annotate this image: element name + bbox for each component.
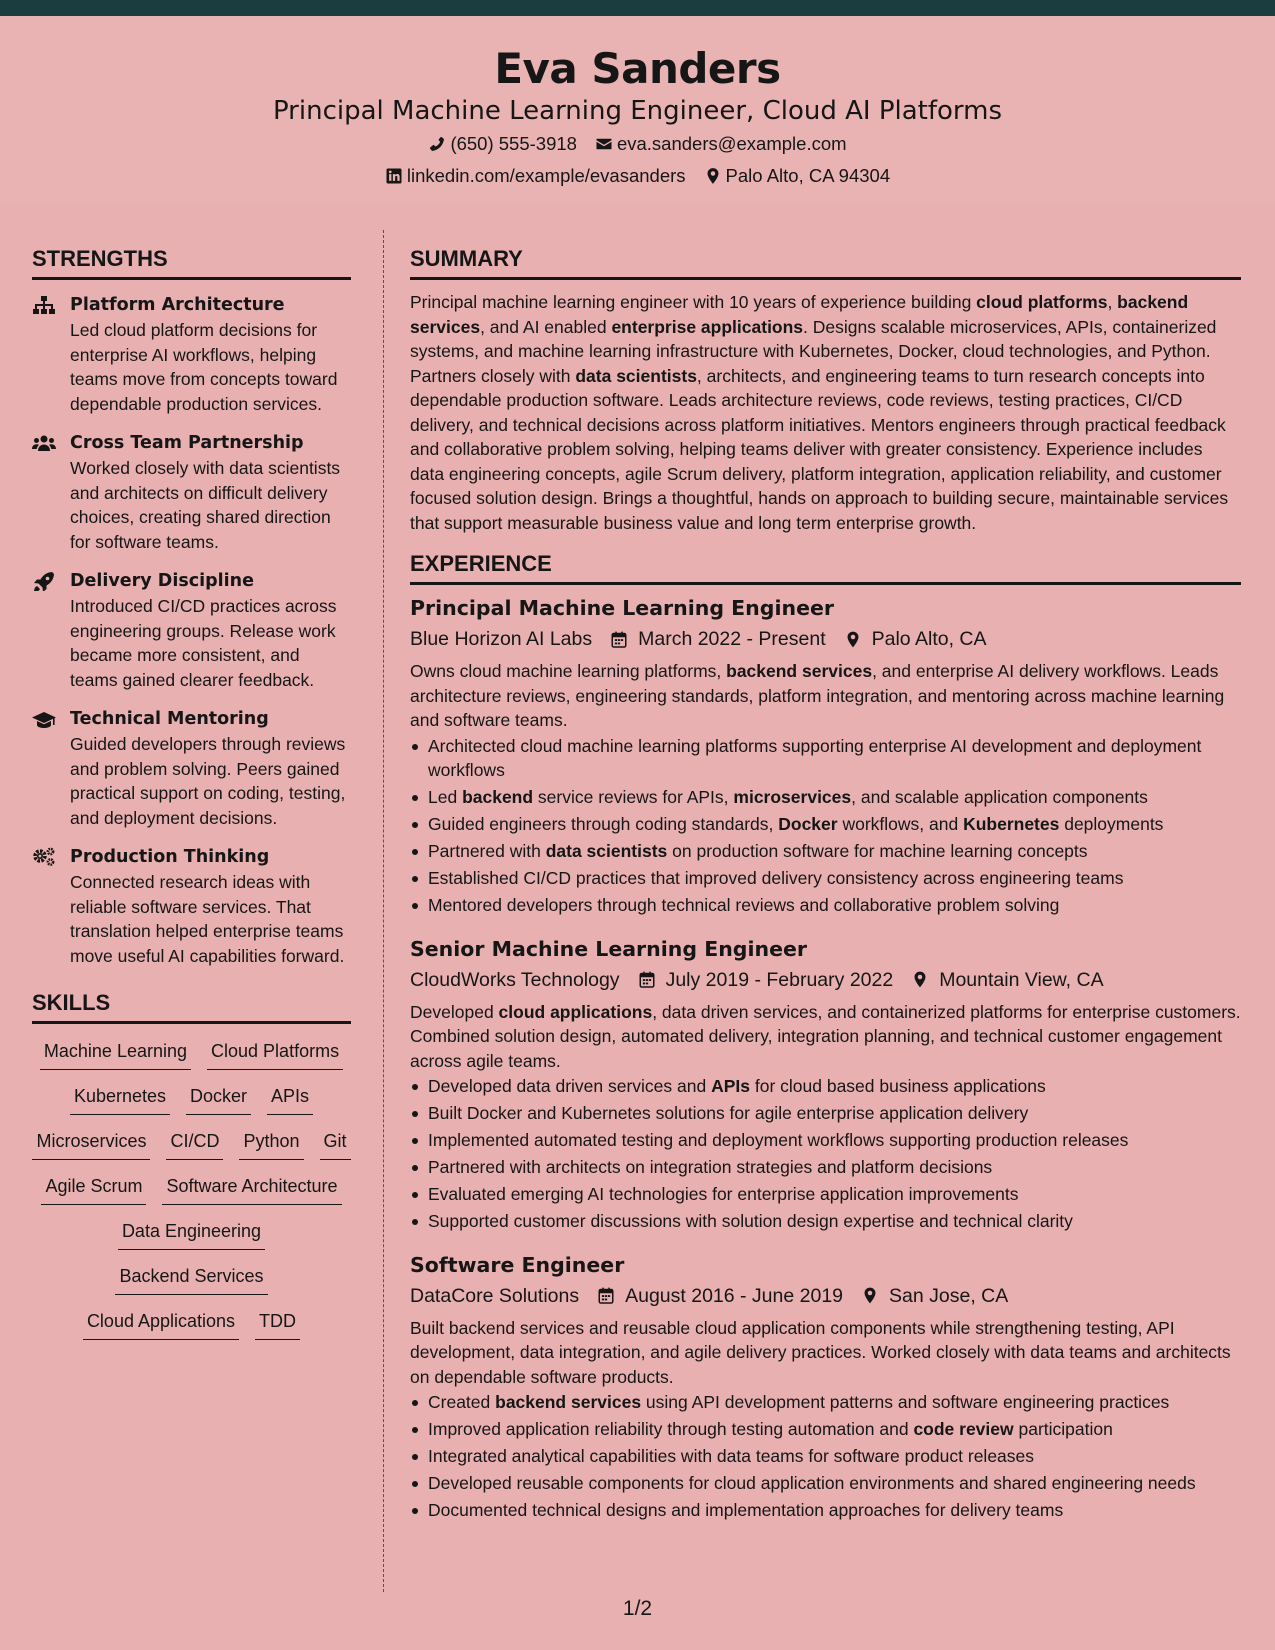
bullet-item: Improved application reliability through testing automation and code review participation: [410, 1417, 1241, 1442]
job-entry: [410, 934, 1241, 1234]
skill-tag: APIs: [267, 1083, 313, 1115]
emphasis-text: data scientists: [545, 841, 668, 861]
strength-icon-wrap: [32, 844, 58, 968]
emphasis-text: backend services: [495, 1392, 642, 1412]
job-meta: [410, 623, 1241, 655]
emphasis-text: backend: [462, 787, 534, 807]
emphasis-text: cloud applications: [498, 1001, 653, 1022]
job-meta: [410, 1280, 1241, 1312]
job-dates: [638, 964, 894, 996]
job-location-text: Mountain View, CA: [939, 968, 1104, 991]
job-title: Senior Machine Learning Engineer: [410, 936, 808, 961]
emphasis-text: enterprise applications: [611, 316, 804, 337]
bullet-item: Developed data driven services and APIs for cloud based business applications: [410, 1074, 1241, 1099]
job-bullets: [410, 734, 1241, 918]
experience-heading: EXPERIENCE: [410, 549, 1241, 585]
linkedin-icon: [385, 167, 403, 185]
skill-row: [32, 1218, 351, 1263]
company-name: CloudWorks Technology: [410, 968, 620, 991]
sitemap-icon: [32, 295, 56, 315]
strength-icon-wrap: [32, 706, 58, 830]
skill-row: [32, 1263, 351, 1308]
top-accent-bar: [0, 0, 1275, 16]
skill-row: [32, 1308, 351, 1353]
skill-tag: CI/CD: [166, 1128, 223, 1160]
strength-body: [70, 706, 351, 830]
bullet-item: Led backend service reviews for APIs, microservices, and scalable application components: [410, 785, 1241, 810]
column-divider: [383, 230, 384, 1592]
job-description: Built backend services and reusable cloud application components while strengthening testing, API development, data integration, and agile delivery practices. Worked closely with data teams and architects on dependable software products.: [410, 1317, 1231, 1387]
map-pin-icon: [844, 630, 862, 649]
skill-tag: Software Architecture: [162, 1173, 341, 1205]
job-dates-text: March 2022 - Present: [638, 628, 826, 650]
rocket-icon: [32, 571, 56, 591]
skill-tag: Cloud Applications: [83, 1308, 239, 1340]
resume-header: [0, 16, 1275, 204]
email-text[interactable]: eva.sanders@example.com: [616, 133, 847, 154]
phone-icon: [428, 135, 446, 153]
left-column: [32, 244, 351, 1353]
job-location-text: Palo Alto, CA: [871, 628, 987, 650]
bullet-item: Integrated analytical capabilities with data teams for software product releases: [410, 1444, 1241, 1469]
job-bullets: [410, 1074, 1241, 1234]
skill-tag: Kubernetes: [70, 1083, 170, 1115]
emphasis-text: backend services: [410, 292, 1189, 337]
job-description: Developed cloud applications, data driven services, and containerized platforms for enterprise customers. Combined solution design, automated delivery, integration planning, and technical customer engagement across agile teams.: [410, 1001, 1241, 1071]
map-pin-icon: [704, 167, 722, 185]
cogs-icon: [32, 847, 56, 867]
emphasis-text: Kubernetes: [963, 814, 1060, 834]
bullet-item: Mentored developers through technical reviews and collaborative problem solving: [410, 893, 1241, 918]
company-name: Blue Horizon AI Labs: [410, 628, 593, 650]
strength-name: Technical Mentoring: [70, 709, 269, 729]
bullet-item: Supported customer discussions with solution design expertise and technical clarity: [410, 1209, 1241, 1234]
candidate-name: Eva Sanders: [494, 44, 781, 93]
skill-tag: Cloud Platforms: [207, 1038, 343, 1070]
bullet-item: Created backend services using API development patterns and software engineering practices: [410, 1390, 1241, 1415]
strengths-list: [32, 292, 351, 968]
job-bullets: [410, 1390, 1241, 1523]
skill-row: [32, 1038, 351, 1083]
strength-name: Platform Architecture: [70, 295, 285, 315]
skills-section: [32, 988, 351, 1353]
strength-name: Production Thinking: [70, 847, 270, 867]
bullet-item: Partnered with data scientists on production software for machine learning concepts: [410, 839, 1241, 864]
experience-list: [410, 593, 1241, 1523]
map-pin-icon: [911, 970, 929, 989]
strengths-heading: STRENGTHS: [32, 244, 351, 280]
emphasis-text: data scientists: [575, 365, 697, 386]
strength-body: [70, 430, 351, 554]
phone-text: (650) 555-3918: [450, 133, 577, 154]
strength-body: [70, 568, 351, 692]
right-column: [410, 244, 1241, 1525]
job-title: Software Engineer: [410, 1252, 625, 1277]
skill-row: [32, 1128, 351, 1173]
company-name: DataCore Solutions: [410, 1284, 580, 1307]
calendar-icon: [597, 1286, 615, 1305]
strength-description: Worked closely with data scientists and architects on difficult delivery choices, creating shared direction for software teams.: [70, 458, 341, 552]
strength-description: Introduced CI/CD practices across engineering groups. Release work became more consistent, and teams gained clearer feedback.: [70, 596, 337, 690]
skill-tag: TDD: [255, 1308, 300, 1340]
bullet-item: Evaluated emerging AI technologies for enterprise application improvements: [410, 1182, 1241, 1207]
strength-item: [32, 292, 351, 416]
emphasis-text: cloud platforms: [976, 292, 1108, 312]
job-dates: [610, 623, 826, 655]
skills-list: [32, 1038, 351, 1353]
skill-tag: Python: [239, 1128, 303, 1160]
envelope-icon: [595, 135, 613, 153]
strength-body: [70, 844, 351, 968]
job-location: [861, 1280, 1008, 1312]
emphasis-text: microservices: [733, 787, 852, 807]
candidate-title: Principal Machine Learning Engineer, Cloud AI Platforms: [272, 96, 1003, 126]
bullet-item: Developed reusable components for cloud application environments and shared engineering needs: [410, 1471, 1241, 1496]
skill-tag: Agile Scrum: [41, 1173, 146, 1205]
strength-item: [32, 430, 351, 554]
job-description: Owns cloud machine learning platforms, backend services, and enterprise AI delivery workflows. Leads architecture reviews, engineering standards, platform integration, and mentoring across machine learning and software teams.: [410, 661, 1225, 730]
linkedin-text[interactable]: linkedin.com/example/evasanders: [406, 165, 686, 186]
skill-row: [32, 1173, 351, 1218]
strength-body: [70, 292, 351, 416]
strength-description: Connected research ideas with reliable software services. That translation helped enterprise teams move useful AI capabilities forward.: [70, 872, 345, 966]
bullet-item: Established CI/CD practices that improved delivery consistency across engineering teams: [410, 866, 1241, 891]
phone-contact: [428, 128, 577, 160]
emphasis-text: backend services: [726, 661, 873, 681]
strength-item: [32, 844, 351, 968]
graduation-cap-icon: [32, 709, 56, 729]
location-contact: [704, 160, 891, 192]
job-dates-text: July 2019 - February 2022: [665, 968, 894, 991]
emphasis-text: code review: [913, 1419, 1014, 1439]
skill-tag: Microservices: [32, 1128, 150, 1160]
job-entry: [410, 593, 1241, 918]
emphasis-text: APIs: [711, 1076, 750, 1096]
job-location-text: San Jose, CA: [889, 1284, 1009, 1307]
job-entry: [410, 1250, 1241, 1523]
job-location: [911, 964, 1103, 996]
map-pin-icon: [861, 1286, 879, 1305]
skill-tag: Data Engineering: [118, 1218, 265, 1250]
contact-line-2: [0, 160, 1275, 192]
summary-heading: SUMMARY: [410, 244, 1241, 280]
email-contact[interactable]: [595, 128, 847, 160]
skill-row: [32, 1083, 351, 1128]
job-title: Principal Machine Learning Engineer: [410, 596, 834, 620]
strength-icon-wrap: [32, 292, 58, 416]
strength-description: Led cloud platform decisions for enterprise AI workflows, helping teams move from concepts toward dependable production services.: [70, 320, 338, 414]
bullet-item: Built Docker and Kubernetes solutions for agile enterprise application delivery: [410, 1101, 1241, 1126]
bullet-item: Partnered with architects on integration strategies and platform decisions: [410, 1155, 1241, 1180]
bullet-item: Documented technical designs and implementation approaches for delivery teams: [410, 1498, 1241, 1523]
job-meta: [410, 964, 1241, 996]
summary-text: Principal machine learning engineer with 10 years of experience building cloud platforms, backend services, and AI enabled enterprise applications. Designs scalable microservices, APIs, containerized systems, and machine learning infrastructure with Kubernetes, Docker, cloud technologies, and Python. Partners closely with data scientists, architects, and engineering teams to turn research concepts into dependable production software. Leads architecture reviews, code reviews, testing practices, CI/CD delivery, and technical decisions across platform initiatives. Mentors engineers through practical feedback and collaborative problem solving, helping teams deliver with greater consistency. Experience includes data engineering concepts, agile Scrum delivery, platform integration, application reliability, and customer focused solution design. Brings a thoughtful, hands on approach to building secure, maintainable services that support measurable business value and long term enterprise growth.: [410, 292, 1229, 533]
strength-item: [32, 706, 351, 830]
skill-tag: Machine Learning: [40, 1038, 191, 1070]
job-dates: [597, 1280, 843, 1312]
bullet-item: Implemented automated testing and deployment workflows supporting production releases: [410, 1128, 1241, 1153]
strength-name: Cross Team Partnership: [70, 433, 304, 453]
page-number: 1/2: [622, 1597, 653, 1620]
calendar-icon: [610, 630, 628, 649]
strength-icon-wrap: [32, 568, 58, 692]
skills-heading: SKILLS: [32, 988, 351, 1024]
strength-icon-wrap: [32, 430, 58, 554]
job-location: [844, 623, 987, 655]
contact-line-1: [0, 128, 1275, 160]
skill-tag: Docker: [186, 1083, 251, 1115]
emphasis-text: Docker: [778, 814, 838, 834]
users-icon: [32, 433, 56, 453]
strength-name: Delivery Discipline: [70, 571, 254, 591]
skill-tag: Git: [320, 1128, 351, 1160]
strength-description: Guided developers through reviews and problem solving. Peers gained practical support on coding, testing, and deployment decisions.: [70, 734, 346, 828]
location-text: Palo Alto, CA 94304: [725, 165, 891, 186]
bullet-item: Guided engineers through coding standards, Docker workflows, and Kubernetes deployments: [410, 812, 1241, 837]
linkedin-contact[interactable]: [385, 160, 686, 192]
calendar-icon: [638, 970, 656, 989]
strength-item: [32, 568, 351, 692]
job-dates-text: August 2016 - June 2019: [625, 1284, 844, 1307]
bullet-item: Architected cloud machine learning platforms supporting enterprise AI development and deployment workflows: [410, 734, 1241, 783]
skill-tag: Backend Services: [115, 1263, 267, 1295]
